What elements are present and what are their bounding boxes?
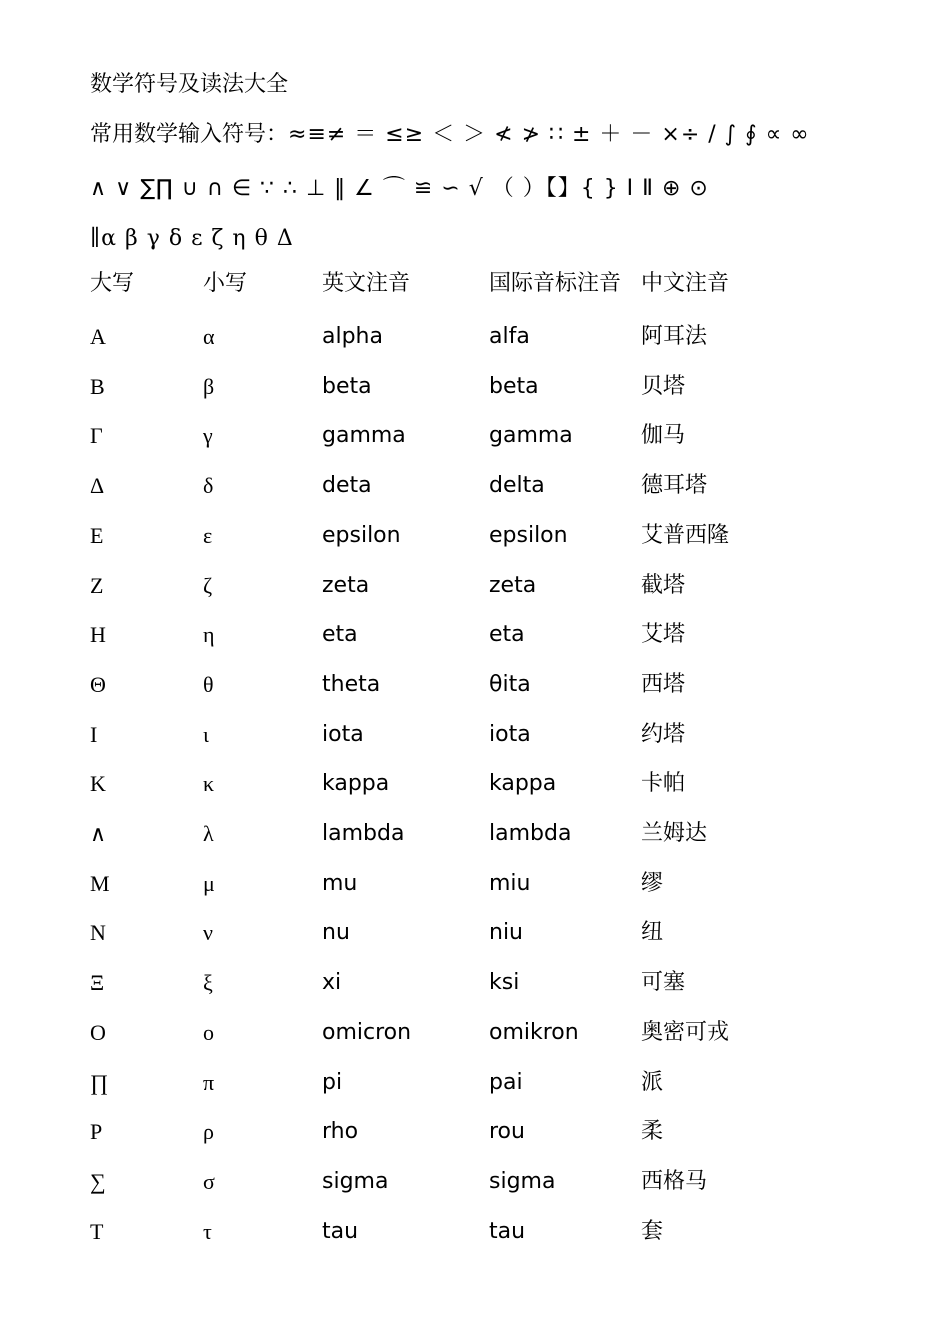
- lowercase-cell: ι: [203, 722, 209, 747]
- ipa-cell: pai: [489, 1070, 523, 1095]
- uppercase-cell: Ξ: [90, 970, 105, 995]
- symbols-row-2: ∧ ∨ ∑∏ ∪ ∩ ∈ ∵ ∴ ⊥ ‖ ∠ ⌒ ≌ ∽ √ （ ）【】{ } Ⅰ Ⅱ ⊕ ⊙: [90, 176, 709, 201]
- chinese-cell: 贝塔: [641, 374, 686, 399]
- chinese-cell: 卡帕: [641, 771, 686, 796]
- english-cell: xi: [322, 970, 342, 995]
- lowercase-cell: π: [203, 1070, 215, 1095]
- english-cell: sigma: [322, 1169, 389, 1194]
- uppercase-cell: B: [90, 374, 105, 399]
- chinese-cell: 缪: [641, 871, 664, 896]
- ipa-cell: delta: [489, 473, 545, 498]
- english-cell: kappa: [322, 771, 390, 796]
- chinese-cell: 艾普西隆: [641, 523, 730, 548]
- lowercase-cell: τ: [203, 1219, 212, 1244]
- uppercase-cell: Z: [90, 573, 104, 598]
- ipa-cell: tau: [489, 1219, 526, 1244]
- english-cell: omicron: [322, 1020, 412, 1045]
- english-cell: iota: [322, 722, 364, 747]
- header-english-pronunciation: 英文注音: [322, 271, 411, 296]
- lowercase-cell: ο: [203, 1020, 214, 1045]
- page-title: 数学符号及读法大全: [90, 72, 289, 97]
- ipa-cell: alfa: [489, 324, 530, 349]
- ipa-cell: beta: [489, 374, 539, 399]
- ipa-cell: θita: [489, 672, 531, 697]
- uppercase-cell: Δ: [90, 473, 105, 498]
- header-chinese-pronunciation: 中文注音: [641, 271, 730, 296]
- ipa-cell: gamma: [489, 423, 573, 448]
- lowercase-cell: η: [203, 622, 215, 647]
- lowercase-cell: ξ: [203, 970, 213, 995]
- english-cell: zeta: [322, 573, 370, 598]
- header-uppercase: 大写: [90, 271, 135, 296]
- chinese-cell: 套: [641, 1219, 664, 1244]
- english-cell: alpha: [322, 324, 383, 349]
- header-ipa-pronunciation: 国际音标注音: [489, 271, 622, 296]
- english-cell: pi: [322, 1070, 343, 1095]
- lowercase-cell: γ: [203, 423, 213, 448]
- ipa-cell: sigma: [489, 1169, 556, 1194]
- lowercase-cell: μ: [203, 871, 215, 896]
- english-cell: eta: [322, 622, 358, 647]
- ipa-cell: kappa: [489, 771, 557, 796]
- chinese-cell: 阿耳法: [641, 324, 708, 349]
- chinese-cell: 派: [641, 1070, 664, 1095]
- english-cell: epsilon: [322, 523, 401, 548]
- ipa-cell: omikron: [489, 1020, 579, 1045]
- uppercase-cell: Γ: [90, 423, 103, 448]
- header-lowercase: 小写: [203, 271, 248, 296]
- lowercase-cell: ζ: [203, 573, 213, 598]
- lowercase-cell: λ: [203, 821, 214, 846]
- chinese-cell: 艾塔: [641, 622, 686, 647]
- uppercase-cell: I: [90, 722, 98, 747]
- uppercase-cell: N: [90, 920, 106, 945]
- ipa-cell: lambda: [489, 821, 572, 846]
- uppercase-cell: ∏: [90, 1070, 109, 1095]
- chinese-cell: 可塞: [641, 970, 686, 995]
- english-cell: lambda: [322, 821, 405, 846]
- ipa-cell: zeta: [489, 573, 537, 598]
- ipa-cell: niu: [489, 920, 523, 945]
- chinese-cell: 西格马: [641, 1169, 708, 1194]
- ipa-cell: miu: [489, 871, 531, 896]
- symbols-line-1: [90, 120, 810, 150]
- uppercase-cell: O: [90, 1020, 106, 1045]
- english-cell: tau: [322, 1219, 359, 1244]
- chinese-cell: 截塔: [641, 573, 686, 598]
- ipa-cell: iota: [489, 722, 531, 747]
- symbols-label: 常用数学输入符号：: [90, 122, 289, 147]
- chinese-cell: 兰姆达: [641, 821, 708, 846]
- uppercase-cell: Θ: [90, 672, 106, 697]
- english-cell: beta: [322, 374, 372, 399]
- chinese-cell: 奥密可戎: [641, 1020, 730, 1045]
- uppercase-cell: ∑: [90, 1169, 106, 1194]
- ipa-cell: eta: [489, 622, 525, 647]
- symbols-row-3: ∥α β γ δ ε ζ η θ Δ: [90, 226, 294, 251]
- uppercase-cell: E: [90, 523, 104, 548]
- chinese-cell: 纽: [641, 920, 664, 945]
- lowercase-cell: θ: [203, 672, 214, 697]
- lowercase-cell: σ: [203, 1169, 215, 1194]
- lowercase-cell: δ: [203, 473, 214, 498]
- ipa-cell: ksi: [489, 970, 520, 995]
- english-cell: mu: [322, 871, 358, 896]
- english-cell: theta: [322, 672, 381, 697]
- lowercase-cell: β: [203, 374, 215, 399]
- lowercase-cell: κ: [203, 771, 215, 796]
- lowercase-cell: ρ: [203, 1119, 214, 1144]
- chinese-cell: 柔: [641, 1119, 664, 1144]
- uppercase-cell: M: [90, 871, 110, 896]
- uppercase-cell: ∧: [90, 821, 107, 846]
- lowercase-cell: α: [203, 324, 215, 349]
- english-cell: deta: [322, 473, 372, 498]
- chinese-cell: 德耳塔: [641, 473, 708, 498]
- ipa-cell: epsilon: [489, 523, 568, 548]
- english-cell: nu: [322, 920, 350, 945]
- english-cell: rho: [322, 1119, 359, 1144]
- chinese-cell: 伽马: [641, 423, 686, 448]
- uppercase-cell: T: [90, 1219, 104, 1244]
- lowercase-cell: ν: [203, 920, 213, 945]
- ipa-cell: rou: [489, 1119, 525, 1144]
- uppercase-cell: A: [90, 324, 106, 349]
- uppercase-cell: H: [90, 622, 106, 647]
- chinese-cell: 约塔: [641, 722, 686, 747]
- english-cell: gamma: [322, 423, 406, 448]
- uppercase-cell: P: [90, 1119, 103, 1144]
- chinese-cell: 西塔: [641, 672, 686, 697]
- uppercase-cell: K: [90, 771, 106, 796]
- lowercase-cell: ε: [203, 523, 213, 548]
- symbols-row-1: ≈≡≠ ＝ ≤≥ ＜ ＞ ≮ ≯ ∷ ± ＋ － ×÷ / ∫ ∮ ∝ ∞: [288, 122, 810, 147]
